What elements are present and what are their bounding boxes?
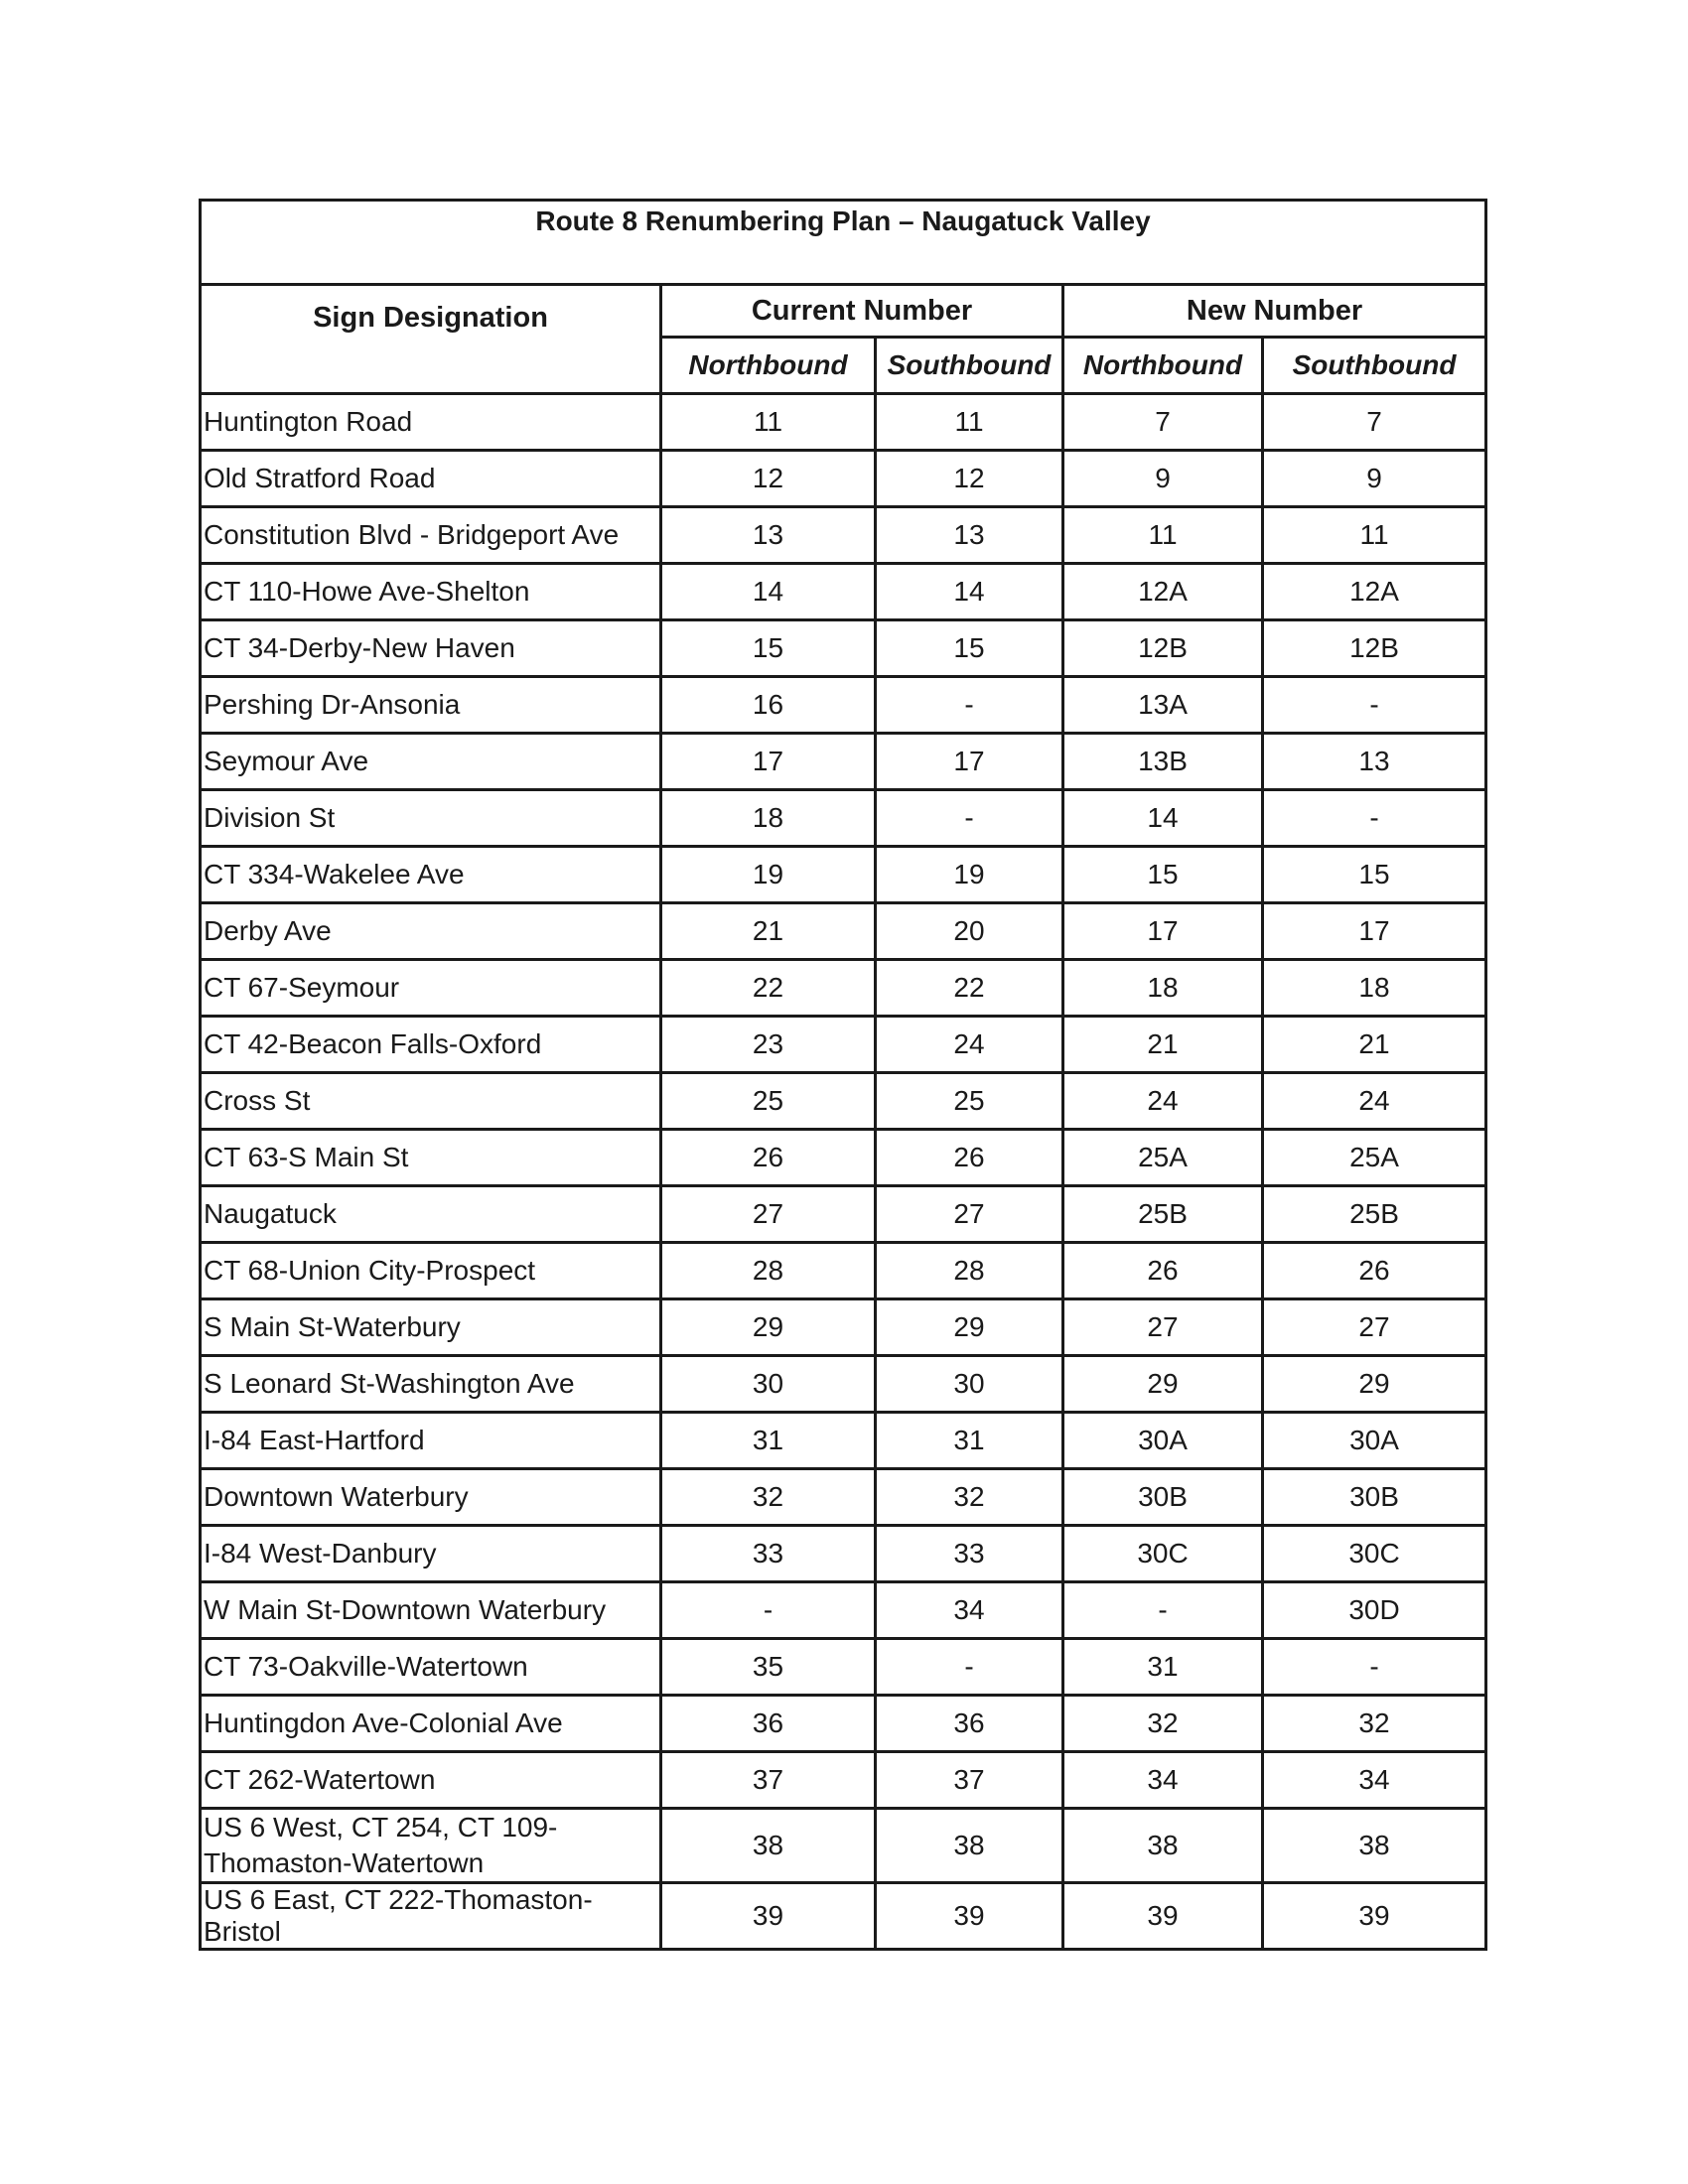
table-row <box>201 1809 1486 1883</box>
table-row <box>201 451 1486 507</box>
current-southbound-cell: 32 <box>876 1469 1063 1526</box>
current-southbound-cell: 29 <box>876 1299 1063 1356</box>
current-northbound-cell: 36 <box>661 1696 876 1752</box>
current-northbound-cell: 29 <box>661 1299 876 1356</box>
new-southbound-cell: 25B <box>1263 1186 1486 1243</box>
new-southbound-cell: - <box>1263 677 1486 734</box>
current-southbound-cell: 24 <box>876 1017 1063 1073</box>
new-southbound-cell: 30C <box>1263 1526 1486 1582</box>
current-southbound-cell: 27 <box>876 1186 1063 1243</box>
sign-designation-cell: CT 110-Howe Ave-Shelton <box>201 564 661 620</box>
current-southbound-cell: 36 <box>876 1696 1063 1752</box>
sign-designation-cell: CT 262-Watertown <box>201 1752 661 1809</box>
current-northbound-cell: 37 <box>661 1752 876 1809</box>
new-northbound-cell: 32 <box>1063 1696 1263 1752</box>
table-row <box>201 1526 1486 1582</box>
sign-designation-cell: CT 63-S Main St <box>201 1130 661 1186</box>
new-northbound-cell: 21 <box>1063 1017 1263 1073</box>
current-northbound-cell: 22 <box>661 960 876 1017</box>
sign-designation-cell: Seymour Ave <box>201 734 661 790</box>
sign-designation-cell: S Main St-Waterbury <box>201 1299 661 1356</box>
current-northbound-cell: 39 <box>661 1883 876 1950</box>
sign-designation-cell: W Main St-Downtown Waterbury <box>201 1582 661 1639</box>
current-southbound-cell: 14 <box>876 564 1063 620</box>
new-southbound-cell: 30B <box>1263 1469 1486 1526</box>
current-northbound-cell: 26 <box>661 1130 876 1186</box>
current-southbound-cell: 37 <box>876 1752 1063 1809</box>
sign-designation-header-spacer <box>201 338 661 394</box>
current-southbound-cell: 30 <box>876 1356 1063 1413</box>
table-row <box>201 1582 1486 1639</box>
new-northbound-cell: 7 <box>1063 394 1263 451</box>
new-northbound-cell: 13A <box>1063 677 1263 734</box>
new-southbound-cell: 27 <box>1263 1299 1486 1356</box>
current-southbound-cell: 19 <box>876 847 1063 903</box>
current-northbound-cell: 15 <box>661 620 876 677</box>
current-southbound-header: Southbound <box>876 338 1063 394</box>
current-northbound-cell: 14 <box>661 564 876 620</box>
current-northbound-cell: - <box>661 1582 876 1639</box>
current-northbound-cell: 28 <box>661 1243 876 1299</box>
table-row <box>201 847 1486 903</box>
sign-designation-cell <box>201 1809 661 1883</box>
table-row <box>201 960 1486 1017</box>
table-row <box>201 1073 1486 1130</box>
current-northbound-cell: 27 <box>661 1186 876 1243</box>
sign-designation-cell: S Leonard St-Washington Ave <box>201 1356 661 1413</box>
new-southbound-cell: - <box>1263 1639 1486 1696</box>
current-southbound-cell: 38 <box>876 1809 1063 1883</box>
new-northbound-cell: 12A <box>1063 564 1263 620</box>
current-northbound-cell: 31 <box>661 1413 876 1469</box>
new-northbound-cell: 15 <box>1063 847 1263 903</box>
current-southbound-cell: 25 <box>876 1073 1063 1130</box>
current-northbound-cell: 16 <box>661 677 876 734</box>
new-southbound-cell: 38 <box>1263 1809 1486 1883</box>
sign-designation-cell: Old Stratford Road <box>201 451 661 507</box>
new-southbound-cell: - <box>1263 790 1486 847</box>
table-row <box>201 790 1486 847</box>
table-row <box>201 1639 1486 1696</box>
current-number-header: Current Number <box>661 285 1063 338</box>
renumbering-table <box>199 199 1487 1951</box>
current-southbound-cell: 26 <box>876 1130 1063 1186</box>
table-row <box>201 1356 1486 1413</box>
new-northbound-cell: 12B <box>1063 620 1263 677</box>
sign-designation-cell: Cross St <box>201 1073 661 1130</box>
table-row <box>201 677 1486 734</box>
new-southbound-cell: 32 <box>1263 1696 1486 1752</box>
sign-designation-cell: Division St <box>201 790 661 847</box>
sign-designation-cell: I-84 East-Hartford <box>201 1413 661 1469</box>
sign-designation-cell: Pershing Dr-Ansonia <box>201 677 661 734</box>
current-northbound-cell: 32 <box>661 1469 876 1526</box>
table-row <box>201 1752 1486 1809</box>
table-row <box>201 1299 1486 1356</box>
current-southbound-cell: - <box>876 790 1063 847</box>
sign-designation-cell: Huntingdon Ave-Colonial Ave <box>201 1696 661 1752</box>
table-row <box>201 1186 1486 1243</box>
new-northbound-cell: 30C <box>1063 1526 1263 1582</box>
current-southbound-cell: 39 <box>876 1883 1063 1950</box>
current-southbound-cell: - <box>876 677 1063 734</box>
new-northbound-cell: 18 <box>1063 960 1263 1017</box>
current-southbound-cell: 33 <box>876 1526 1063 1582</box>
new-northbound-cell: 27 <box>1063 1299 1263 1356</box>
new-northbound-cell: 26 <box>1063 1243 1263 1299</box>
table-row <box>201 620 1486 677</box>
table-row <box>201 507 1486 564</box>
table-row <box>201 1413 1486 1469</box>
sign-designation-cell: Naugatuck <box>201 1186 661 1243</box>
new-northbound-cell: 14 <box>1063 790 1263 847</box>
current-northbound-cell: 18 <box>661 790 876 847</box>
new-southbound-cell: 26 <box>1263 1243 1486 1299</box>
current-northbound-cell: 35 <box>661 1639 876 1696</box>
new-northbound-header: Northbound <box>1063 338 1263 394</box>
current-southbound-cell: 13 <box>876 507 1063 564</box>
current-southbound-cell: 11 <box>876 394 1063 451</box>
current-northbound-header: Northbound <box>661 338 876 394</box>
current-northbound-cell: 19 <box>661 847 876 903</box>
table-row <box>201 1130 1486 1186</box>
sign-designation-cell: Huntington Road <box>201 394 661 451</box>
new-southbound-cell: 18 <box>1263 960 1486 1017</box>
new-southbound-cell: 25A <box>1263 1130 1486 1186</box>
current-southbound-cell: 17 <box>876 734 1063 790</box>
table-row <box>201 903 1486 960</box>
new-northbound-cell: 39 <box>1063 1883 1263 1950</box>
table-row <box>201 1696 1486 1752</box>
sign-designation-header: Sign Designation <box>201 285 661 338</box>
new-southbound-cell: 17 <box>1263 903 1486 960</box>
sign-designation-cell: CT 68-Union City-Prospect <box>201 1243 661 1299</box>
table-body <box>201 394 1486 1950</box>
current-southbound-cell: 15 <box>876 620 1063 677</box>
current-northbound-cell: 12 <box>661 451 876 507</box>
sign-designation-cell: I-84 West-Danbury <box>201 1526 661 1582</box>
new-northbound-cell: 9 <box>1063 451 1263 507</box>
current-northbound-cell: 17 <box>661 734 876 790</box>
new-southbound-cell: 34 <box>1263 1752 1486 1809</box>
new-southbound-cell: 30A <box>1263 1413 1486 1469</box>
new-southbound-cell: 29 <box>1263 1356 1486 1413</box>
new-southbound-cell: 24 <box>1263 1073 1486 1130</box>
new-southbound-cell: 11 <box>1263 507 1486 564</box>
new-southbound-cell: 12B <box>1263 620 1486 677</box>
sign-designation-cell: CT 42-Beacon Falls-Oxford <box>201 1017 661 1073</box>
table-row <box>201 564 1486 620</box>
new-northbound-cell: 13B <box>1063 734 1263 790</box>
new-southbound-header: Southbound <box>1263 338 1486 394</box>
new-northbound-cell: 30A <box>1063 1413 1263 1469</box>
current-northbound-cell: 23 <box>661 1017 876 1073</box>
current-northbound-cell: 33 <box>661 1526 876 1582</box>
sign-designation-cell: Derby Ave <box>201 903 661 960</box>
sign-designation-cell: CT 34-Derby-New Haven <box>201 620 661 677</box>
new-southbound-cell: 7 <box>1263 394 1486 451</box>
new-northbound-cell: 17 <box>1063 903 1263 960</box>
table-row <box>201 1017 1486 1073</box>
sign-designation-cell: CT 73-Oakville-Watertown <box>201 1639 661 1696</box>
sign-designation-line-2: Thomaston-Watertown <box>204 1847 485 1878</box>
sign-designation-line-1: US 6 West, CT 254, CT 109- <box>204 1812 558 1843</box>
current-southbound-cell: 20 <box>876 903 1063 960</box>
sign-designation-cell: CT 334-Wakelee Ave <box>201 847 661 903</box>
sign-designation-cell: CT 67-Seymour <box>201 960 661 1017</box>
new-northbound-cell: - <box>1063 1582 1263 1639</box>
current-northbound-cell: 21 <box>661 903 876 960</box>
current-northbound-cell: 38 <box>661 1809 876 1883</box>
table-row <box>201 1243 1486 1299</box>
new-northbound-cell: 24 <box>1063 1073 1263 1130</box>
table-row <box>201 734 1486 790</box>
new-northbound-cell: 34 <box>1063 1752 1263 1809</box>
new-southbound-cell: 21 <box>1263 1017 1486 1073</box>
new-southbound-cell: 13 <box>1263 734 1486 790</box>
sign-designation-cell: US 6 East, CT 222-Thomaston-Bristol <box>201 1883 661 1950</box>
current-southbound-cell: 34 <box>876 1582 1063 1639</box>
new-northbound-cell: 11 <box>1063 507 1263 564</box>
table-title: Route 8 Renumbering Plan – Naugatuck Valley <box>201 201 1486 285</box>
table-row <box>201 1883 1486 1950</box>
current-southbound-cell: 22 <box>876 960 1063 1017</box>
new-southbound-cell: 15 <box>1263 847 1486 903</box>
new-northbound-cell: 29 <box>1063 1356 1263 1413</box>
current-northbound-cell: 25 <box>661 1073 876 1130</box>
new-southbound-cell: 9 <box>1263 451 1486 507</box>
current-northbound-cell: 13 <box>661 507 876 564</box>
sign-designation-cell: Constitution Blvd - Bridgeport Ave <box>201 507 661 564</box>
current-northbound-cell: 11 <box>661 394 876 451</box>
table-row <box>201 394 1486 451</box>
new-northbound-cell: 38 <box>1063 1809 1263 1883</box>
current-southbound-cell: 12 <box>876 451 1063 507</box>
current-southbound-cell: 28 <box>876 1243 1063 1299</box>
new-northbound-cell: 25B <box>1063 1186 1263 1243</box>
new-southbound-cell: 39 <box>1263 1883 1486 1950</box>
new-northbound-cell: 25A <box>1063 1130 1263 1186</box>
new-southbound-cell: 12A <box>1263 564 1486 620</box>
new-number-header: New Number <box>1063 285 1486 338</box>
sign-designation-cell: Downtown Waterbury <box>201 1469 661 1526</box>
new-northbound-cell: 30B <box>1063 1469 1263 1526</box>
current-southbound-cell: - <box>876 1639 1063 1696</box>
current-northbound-cell: 30 <box>661 1356 876 1413</box>
new-northbound-cell: 31 <box>1063 1639 1263 1696</box>
table-row <box>201 1469 1486 1526</box>
current-southbound-cell: 31 <box>876 1413 1063 1469</box>
new-southbound-cell: 30D <box>1263 1582 1486 1639</box>
